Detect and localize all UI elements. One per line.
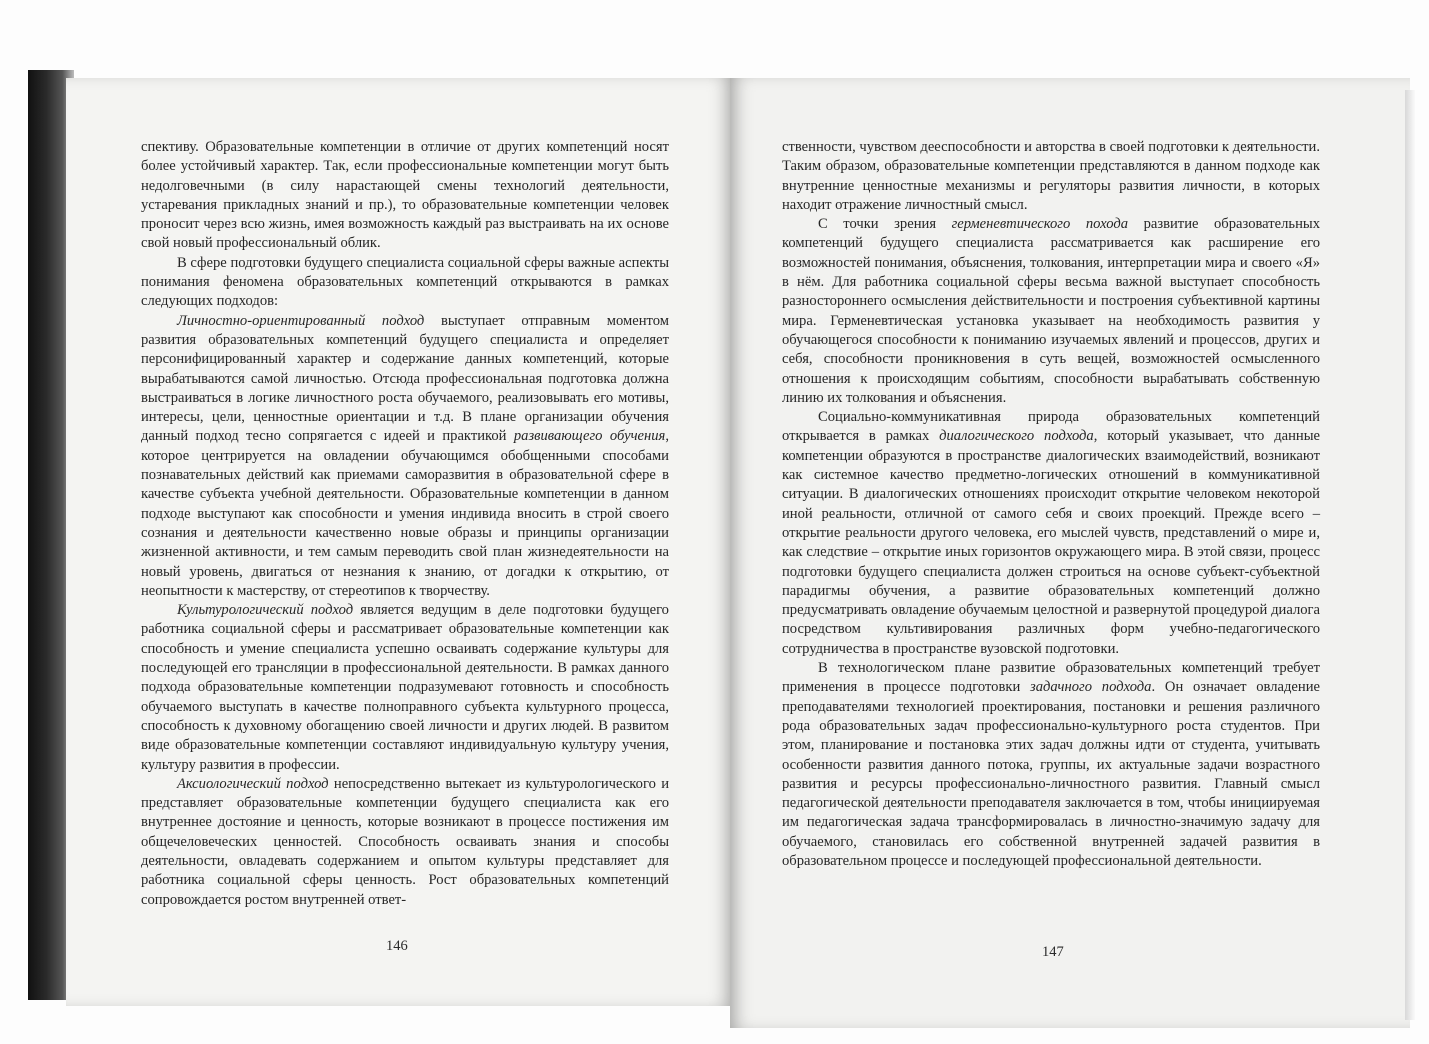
italic-term: развивающего обучения <box>513 428 666 445</box>
paragraph <box>782 215 1320 408</box>
page-number-left: 146 <box>386 938 408 954</box>
text-run: развитие образовательных компетенций будущего специалиста рассматривается как расширение его возможностей понимания, объяснения, толкования, интерпретации мира и своего «Я» в нём. Для работника социальной сферы весьма важной выступает способность разностороннего осмысления действительности и построения субъективной картины мира. Герменевтическая установка указывает на необходимость развития у обучающегося способности к пониманию изучаемых явлений и процессов, других и себя, способности проникновения в суть вещей, возможностей осмысленного отношения к происходящим событиям, способности вырабатывать собственную линию их толкования и объяснения. <box>782 216 1320 406</box>
italic-term: Культурологический подход <box>177 602 354 619</box>
paragraph <box>782 408 1320 659</box>
italic-term: Аксиологический подход <box>177 775 329 792</box>
text-run: Социально-коммуникативная природа образовательных компетенций открывается в рамках <box>782 409 1320 445</box>
paragraph <box>782 138 1320 215</box>
text-run: , который указывает, что данные компетенции образуются в пространстве диалогических взаимодействий, возникают как системное качество предметно-логических отношений в коммуникативной ситуации. В диалогических отношениях происходит открытие человеком некоторой иной реальности, отличной от самого себя и своих проекций. Прежде всего – открытие реальности другого человека, его мыслей чувств, представлений о мире и, как следствие – открытие иных горизонтов окружающего мира. В этой связи, процесс подготовки будущего специалиста должен строиться на основе субъект-субъектной парадигмы обучения, а развитие образовательных компетенций должно предусматривать овладение обучаемым целостной и развернутой процедурой диалога посредством культивирования различных форм учебно-педагогического сотрудничества в пространстве вузовской подготовки. <box>782 428 1320 657</box>
paragraph <box>141 254 669 312</box>
text-run: выступает отправным моментом развития образовательных компетенций будущего специалиста и определяет персонифицированный характер и содержание данных компетенций, которые вырабатываются самой личностью. Отсюда профессиональная подготовка должна выстраиваться в логике личностного роста обучаемого, реализовывать его мотивы, интересы, цели, ценностные ориентации и т.д. В плане организации обучения данный подход тесно сопрягается с идеей и практикой <box>141 312 669 445</box>
paragraph <box>141 601 669 775</box>
paragraph <box>141 138 669 254</box>
text-run: является ведущим в деле подготовки будущего работника социальной сферы и рассматривает образовательные компетенции как способность и умение специалиста успешно осваивать содержание культуры для последующей его трансляции в профессиональной деятельности. В рамках данного подхода образовательные компетенции подразумевают готовность и способность обучаемого выступать в качестве полноправного субъекта культурного процесса, способность к духовному обогащению своей личности и других людей. В развитом виде образовательные компетенции составляют индивидуальную культуру учения, культуру развития в профессии. <box>141 602 669 773</box>
italic-term: Личностно-ориентированный подход <box>177 312 425 329</box>
text-run: С точки зрения <box>818 216 952 233</box>
page-edge <box>1405 90 1415 1020</box>
right-page-text <box>782 138 1320 871</box>
left-page <box>66 78 730 1006</box>
right-page <box>730 78 1410 1028</box>
text-run: . Он означает овладение преподавателями технологией проектирования, постановки и решения различного рода образовательных задач профессионально-культурного роста студентов. При этом, планирование и постановка этих задач должны идти от студента, учитывать особенности развития данного потока, группы, их актуальные задачи возрастного развития и ресурсы профессионально-личностного развития. Главный смысл педагогической деятельности преподавателя заключается в том, чтобы инициируемая им педагогическая задача трансформировалась в личностно-значимую задачу для обучаемого, становилась его собственной внутренней задачей развития в образовательном процессе и последующей профессиональной деятельности. <box>782 679 1321 869</box>
text-run: спективу. Образовательные компетенции в отличие от других компетенций носят более устойчивый характер. Так, если профессиональные компетенции могут быть недолговечными (в силу нарастающей смены технологий деятельности, устаревания прикладных знаний и пр.), то образовательные компетенции человек проносит через всю жизнь, имея возможность каждый раз выстраивать на их основе свой новый профессиональный облик. <box>141 139 669 252</box>
text-run: В сфере подготовки будущего специалиста социальной сферы важные аспекты понимания феномена образовательных компетенций открываются в рамках следующих подходов: <box>141 254 669 310</box>
text-run: В технологическом плане развитие образовательных компетенций требует применения в процессе подготовки <box>782 660 1320 696</box>
text-run: ственности, чувством дееспособности и авторства в своей подготовки к деятельности. Таким образом, образовательные компетенции представляются в данном подходе как внутренние ценностные механизмы и регуляторы развития личности, в которых находит отражение личностный смысл. <box>782 139 1320 213</box>
italic-term: герменевтического похода <box>951 216 1129 233</box>
page-number-right: 147 <box>1042 944 1064 960</box>
italic-term: диалогического подхода <box>939 428 1094 445</box>
paragraph <box>782 659 1320 871</box>
text-run: , которое центрируется на овладении обучающимся обобщенными способами познавательных действий как приемами саморазвития в образовательной сфере в качестве субъекта учебной деятельности. Образовательные компетенции в данном подходе выступают как способности и умения индивида вносить в строй своего сознания и деятельности качественно новые образы и принципы организации жизненной активности, и тем самым переводить свой план жизнедеятельности на новый уровень, двигаться от незнания к знанию, от догадки к открытию, от неопытности к мастерству, от стереотипов к творчеству. <box>141 428 669 599</box>
paragraph <box>141 312 669 601</box>
text-run: непосредственно вытекает из культурологического и представляет образовательные компетенции будущего специалиста как его внутреннее достояние и ценность, которые возникают в процессе постижения им общечеловеческих ценностей. Способность осваивать знания и способы деятельности, овладевать содержанием и опытом культуры представляет для работника социальной сферы ценность. Рост образовательных компетенций сопровождается ростом внутренней ответ- <box>141 775 670 908</box>
italic-term: задачного подхода <box>1030 679 1152 696</box>
paragraph <box>141 775 669 910</box>
left-page-text <box>141 138 669 910</box>
